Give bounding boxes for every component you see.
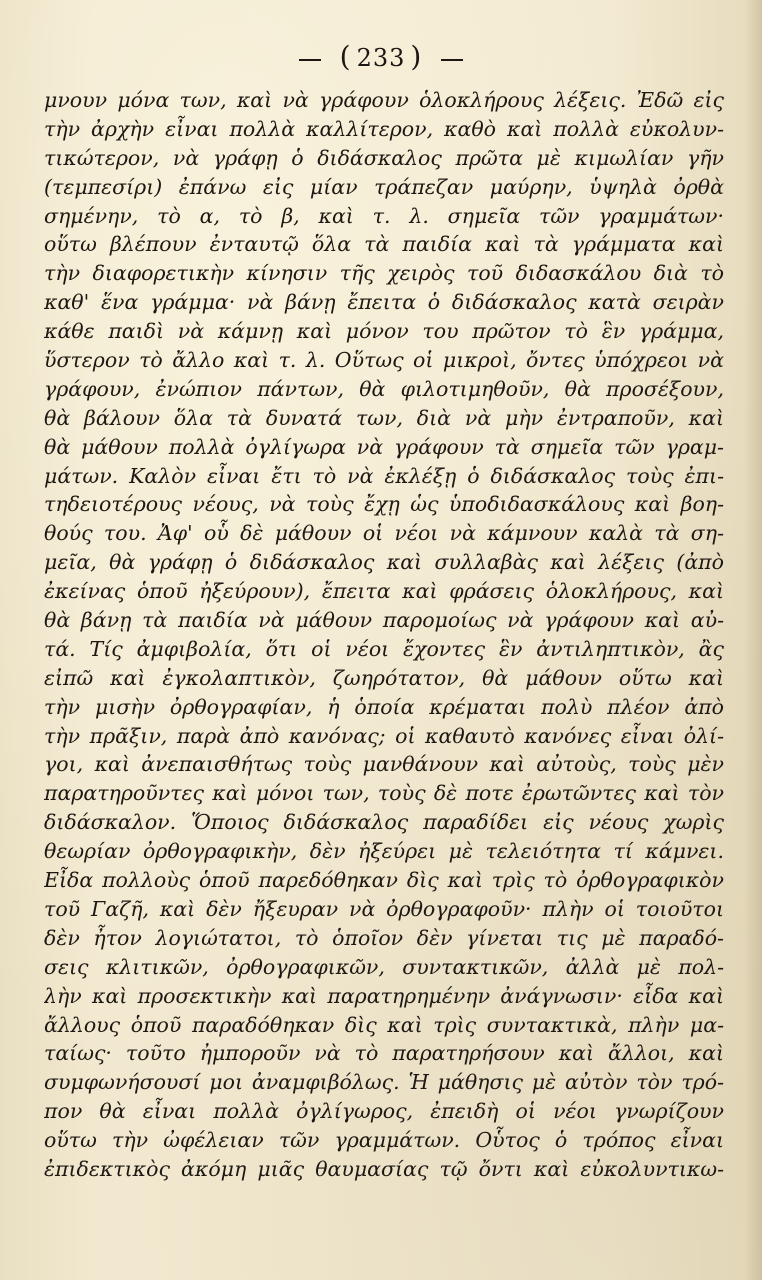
text-line: τὴν πρᾶξιν, παρὰ ἀπὸ κανόνας; οἱ καθαυτὸ κανόνες εἶναι ὀλί-	[44, 723, 724, 748]
text-line: τὴν διαφορετικὴν κίνησιν τῆς χειρὸς τοῦ διδασκάλου διὰ τὸ	[44, 261, 724, 286]
text-line: οὕτω βλέπουν ἐνταυτῷ ὅλα τὰ παιδία καὶ τὰ γράμματα καὶ	[44, 232, 724, 257]
header-paren-right: )	[410, 40, 423, 73]
text-line: μεῖα, θὰ γράφῃ ὁ διδάσκαλος καὶ συλλαβὰς καὶ λέξεις (ἀπὸ	[44, 550, 724, 575]
text-line: θὰ βάλουν ὅλα τὰ δυνατά των, διὰ νὰ μὴν ἐντραποῦν, καὶ	[44, 405, 724, 430]
text-line: κάθε παιδὶ νὰ κάμνῃ καὶ μόνον του πρῶτον τὸ ἓν γράμμα,	[44, 319, 724, 344]
header-dash-right	[441, 59, 463, 61]
header-dash-left	[299, 59, 321, 61]
text-line: παρατηροῦντες καὶ μόνοι των, τοὺς δὲ ποτε ἐρωτῶντες καὶ τὸν	[44, 781, 724, 806]
text-line: ἐπιδεκτικὸς ἀκόμη μιᾶς θαυμασίας τῷ ὄντι καὶ εὐκολυντικω-	[44, 1156, 724, 1181]
text-line: καθ' ἕνα γράμμα· νὰ βάνῃ ἔπειτα ὁ διδάσκαλος κατὰ σειρὰν	[44, 290, 724, 315]
text-line: οὕτω τὴν ὠφέλειαν τῶν γραμμάτων. Οὗτος ὁ τρόπος εἶναι	[44, 1128, 724, 1153]
text-line: σημένην, τὸ α, τὸ β, καὶ τ. λ. σημεῖα τῶν γραμμάτων·	[44, 203, 724, 228]
text-line: ὕστερον τὸ ἄλλο καὶ τ. λ. Οὕτως οἱ μικροὶ, ὄντες ὑπόχρεοι νὰ	[44, 348, 724, 373]
text-line: λὴν καὶ προσεκτικὴν καὶ παρατηρημένην ἀνάγνωσιν· εἶδα καὶ	[44, 983, 724, 1008]
text-line: δὲν ἦτον λογιώτατοι, τὸ ὁποῖον δὲν γίνεται τις μὲ παραδό-	[44, 925, 724, 950]
text-line: τὴν μισὴν ὀρθογραφίαν, ἡ ὁποία κρέμαται πολὺ πλέον ἀπὸ	[44, 694, 724, 719]
text-line: συμφωνήσουσί μοι ἀναμφιβόλως. Ἡ μάθησις μὲ αὐτὸν τὸν τρό-	[44, 1070, 724, 1095]
text-line: μνουν μόνα των, καὶ νὰ γράφουν ὁλοκλήρους λέξεις. Ἐδῶ εἰς	[44, 88, 724, 112]
text-line: γράφουν, ἐνώπιον πάντων, θὰ φιλοτιμηθοῦν, θὰ προσέξουν,	[44, 376, 724, 401]
text-line: ταίως· τοῦτο ἠμποροῦν νὰ τὸ παρατηρήσουν καὶ ἄλλοι, καὶ	[44, 1041, 724, 1066]
text-line: θεωρίαν ὀρθογραφικὴν, δὲν ἠξεύρει μὲ τελειότητα τί κάμνει.	[44, 839, 724, 864]
text-line: τικώτερον, νὰ γράφῃ ὁ διδάσκαλος πρῶτα μὲ κιμωλίαν γῆν	[44, 145, 724, 170]
header-paren-left: (	[339, 40, 352, 73]
text-line: θὰ βάνῃ τὰ παιδία νὰ μάθουν παρομοίως νὰ γράφουν καὶ αὐ-	[44, 608, 724, 633]
text-line: ἐκείνας ὁποῦ ἠξεύρουν), ἔπειτα καὶ φράσεις ὁλοκλήρους, καὶ	[44, 579, 724, 604]
text-line: σεις κλιτικῶν, ὀρθογραφικῶν, συντακτικῶν, ἀλλὰ μὲ πολ-	[44, 954, 724, 979]
text-line: ἄλλους ὁποῦ παραδόθηκαν δὶς καὶ τρὶς συντακτικὰ, πλὴν μα-	[44, 1012, 724, 1037]
body-text	[44, 86, 724, 1184]
text-line: Εἶδα πολλοὺς ὁποῦ παρεδόθηκαν δὶς καὶ τρὶς τὸ ὀρθογραφικὸν	[44, 868, 724, 893]
text-line: θούς του. Ἀφ' οὗ δὲ μάθουν οἱ νέοι νὰ κάμνουν καλὰ τὰ ση-	[44, 521, 724, 546]
text-line: τά. Τίς ἀμφιβολία, ὅτι οἱ νέοι ἔχοντες ἓν ἀντιληπτικὸν, ἂς	[44, 636, 724, 661]
text-line: (τεμπεσίρι) ἐπάνω εἰς μίαν τράπεζαν μαύρην, ὑψηλὰ ὀρθὰ	[44, 174, 724, 199]
text-line: τηδειοτέρους νέους, νὰ τοὺς ἔχῃ ὡς ὑποδιδασκάλους καὶ βοη-	[44, 492, 724, 517]
text-line: εἰπῶ καὶ ἐγκολαπτικὸν, ζωηρότατον, θὰ μάθουν οὕτω καὶ	[44, 665, 724, 690]
text-line: τοῦ Γαζῆ, καὶ δὲν ἤξευραν νὰ ὀρθογραφοῦν· πλὴν οἱ τοιοῦτοι	[44, 896, 724, 921]
text-line: μάτων. Καλὸν εἶναι ἔτι τὸ νὰ ἐκλέξῃ ὁ διδάσκαλος τοὺς ἐπι-	[44, 463, 724, 488]
text-line: διδάσκαλον. Ὅποιος διδάσκαλος παραδίδει εἰς νέους χωρὶς	[44, 810, 724, 835]
text-line: θὰ μάθουν πολλὰ ὀγλίγωρα νὰ γράφουν τὰ σημεῖα τῶν γραμ-	[44, 434, 724, 459]
text-line: γοι, καὶ ἀνεπαισθήτως τοὺς μανθάνουν καὶ αὐτοὺς, τοὺς μὲν	[44, 752, 724, 777]
page-header	[0, 40, 762, 73]
text-line: πον θὰ εἶναι πολλὰ ὀγλίγωρος, ἐπειδὴ οἱ νέοι γνωρίζουν	[44, 1099, 724, 1124]
text-line: τὴν ἀρχὴν εἶναι πολλὰ καλλίτερον, καθὸ καὶ πολλὰ εὐκολυν-	[44, 116, 724, 141]
page-number: 233	[356, 44, 406, 72]
